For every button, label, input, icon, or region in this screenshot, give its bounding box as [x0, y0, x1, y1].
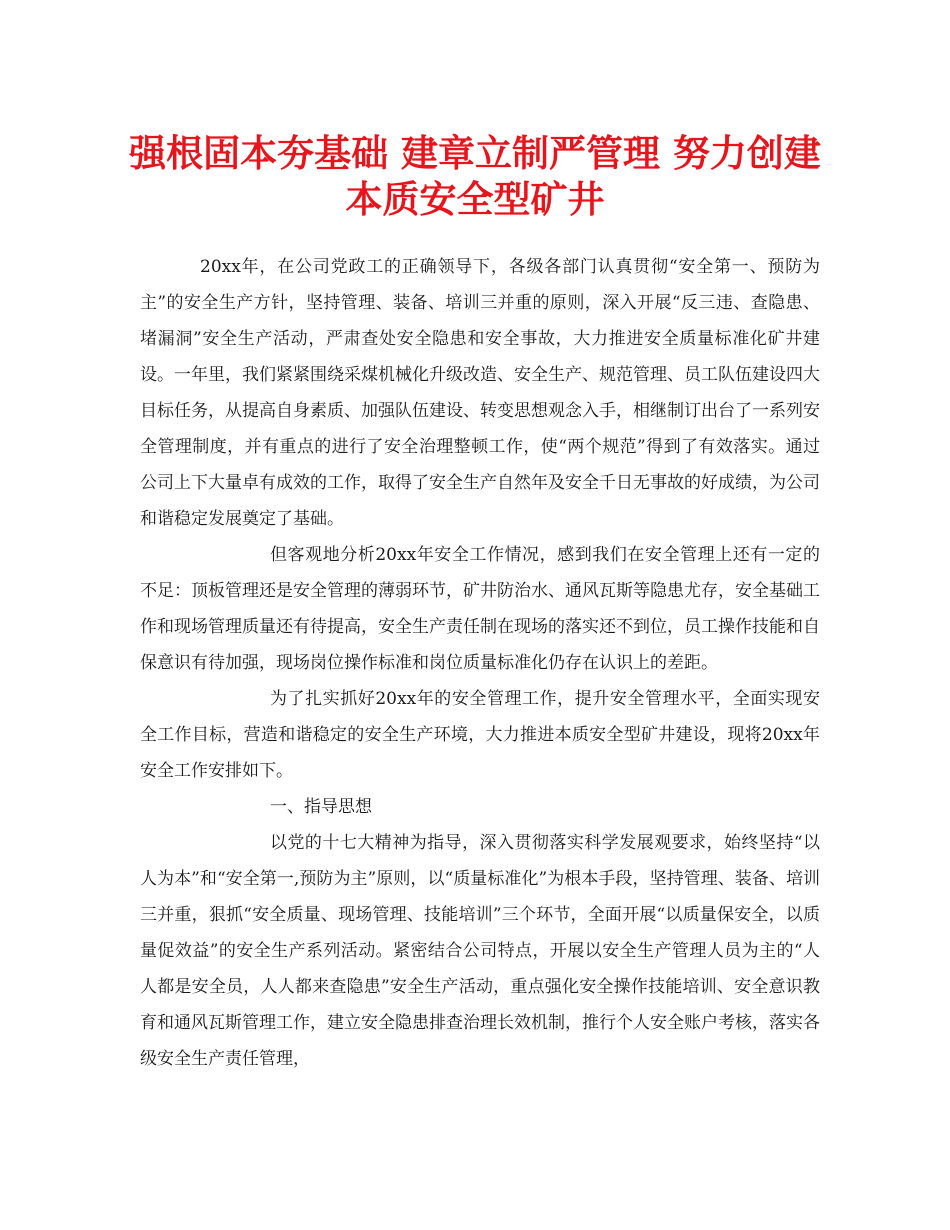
paragraph-intro: 20xx年，在公司党政工的正确领导下，各级各部门认真贯彻“安全第一、预防为主”的安全生产方针，坚持管理、装备、培训三并重的原则，深入开展“反三违、查隐患、堵漏洞”安全生产活动，严肃查处安全隐患和安全事故，大力推进安全质量标准化矿井建设。一年里，我们紧紧围绕采煤机械化升级改造、安全生产、规范管理、员工队伍建设四大目标任务，从提高自身素质、加强队伍建设、转变思想观念入手，相继制订出台了一系列安全管理制度，并有重点的进行了安全治理整顿工作，使“两个规范”得到了有效落实。通过公司上下大量卓有成效的工作，取得了安全生产自然年及安全千日无事故的好成绩，为公司和谐稳定发展奠定了基础。 — [140, 257, 820, 529]
paragraph-purpose: 为了扎实抓好20xx年的安全管理工作，提升安全管理水平，全面实现安全工作目标，营造和谐稳定的安全生产环境，大力推进本质安全型矿井建设，现将20xx年安全工作安排如下。 — [140, 689, 820, 781]
paragraph-guiding-ideology: 以党的十七大精神为指导，深入贯彻落实科学发展观要求，始终坚持“以人为本”和“安全第一,预防为主”原则，以“质量标准化”为根本手段，坚持管理、装备、培训三并重，狠抓“安全质量、现场管理、技能培训”三个环节，全面开展“以质量保安全，以质量促效益”的安全生产系列活动。紧密结合公司特点，开展以安全生产管理人员为主的“人人都是安全员，人人都来查隐患”安全生产活动，重点强化安全操作技能培训、安全意识教育和通风瓦斯管理工作，建立安全隐患排查治理长效机制，推行个人安全账户考核，落实各级安全生产责任管理， — [140, 833, 820, 1069]
document-title-line-1: 强根固本夯基础 建章立制严管理 努力创建 — [129, 132, 821, 175]
section-heading-guiding-ideology: 一、指导思想 — [270, 797, 372, 817]
document-title-line-2: 本质安全型矿井 — [345, 178, 605, 221]
paragraph-analysis: 但客观地分析20xx年安全工作情况，感到我们在安全管理上还有一定的不足：顶板管理还是安全管理的薄弱环节，矿井防治水、通风瓦斯等隐患尤存，安全基础工作和现场管理质量还有待提高，安全生产责任制在现场的落实还不到位，员工操作技能和自保意识有待加强，现场岗位操作标准和岗位质量标准化仍存在认识上的差距。 — [140, 545, 820, 673]
document-body — [140, 249, 820, 1077]
